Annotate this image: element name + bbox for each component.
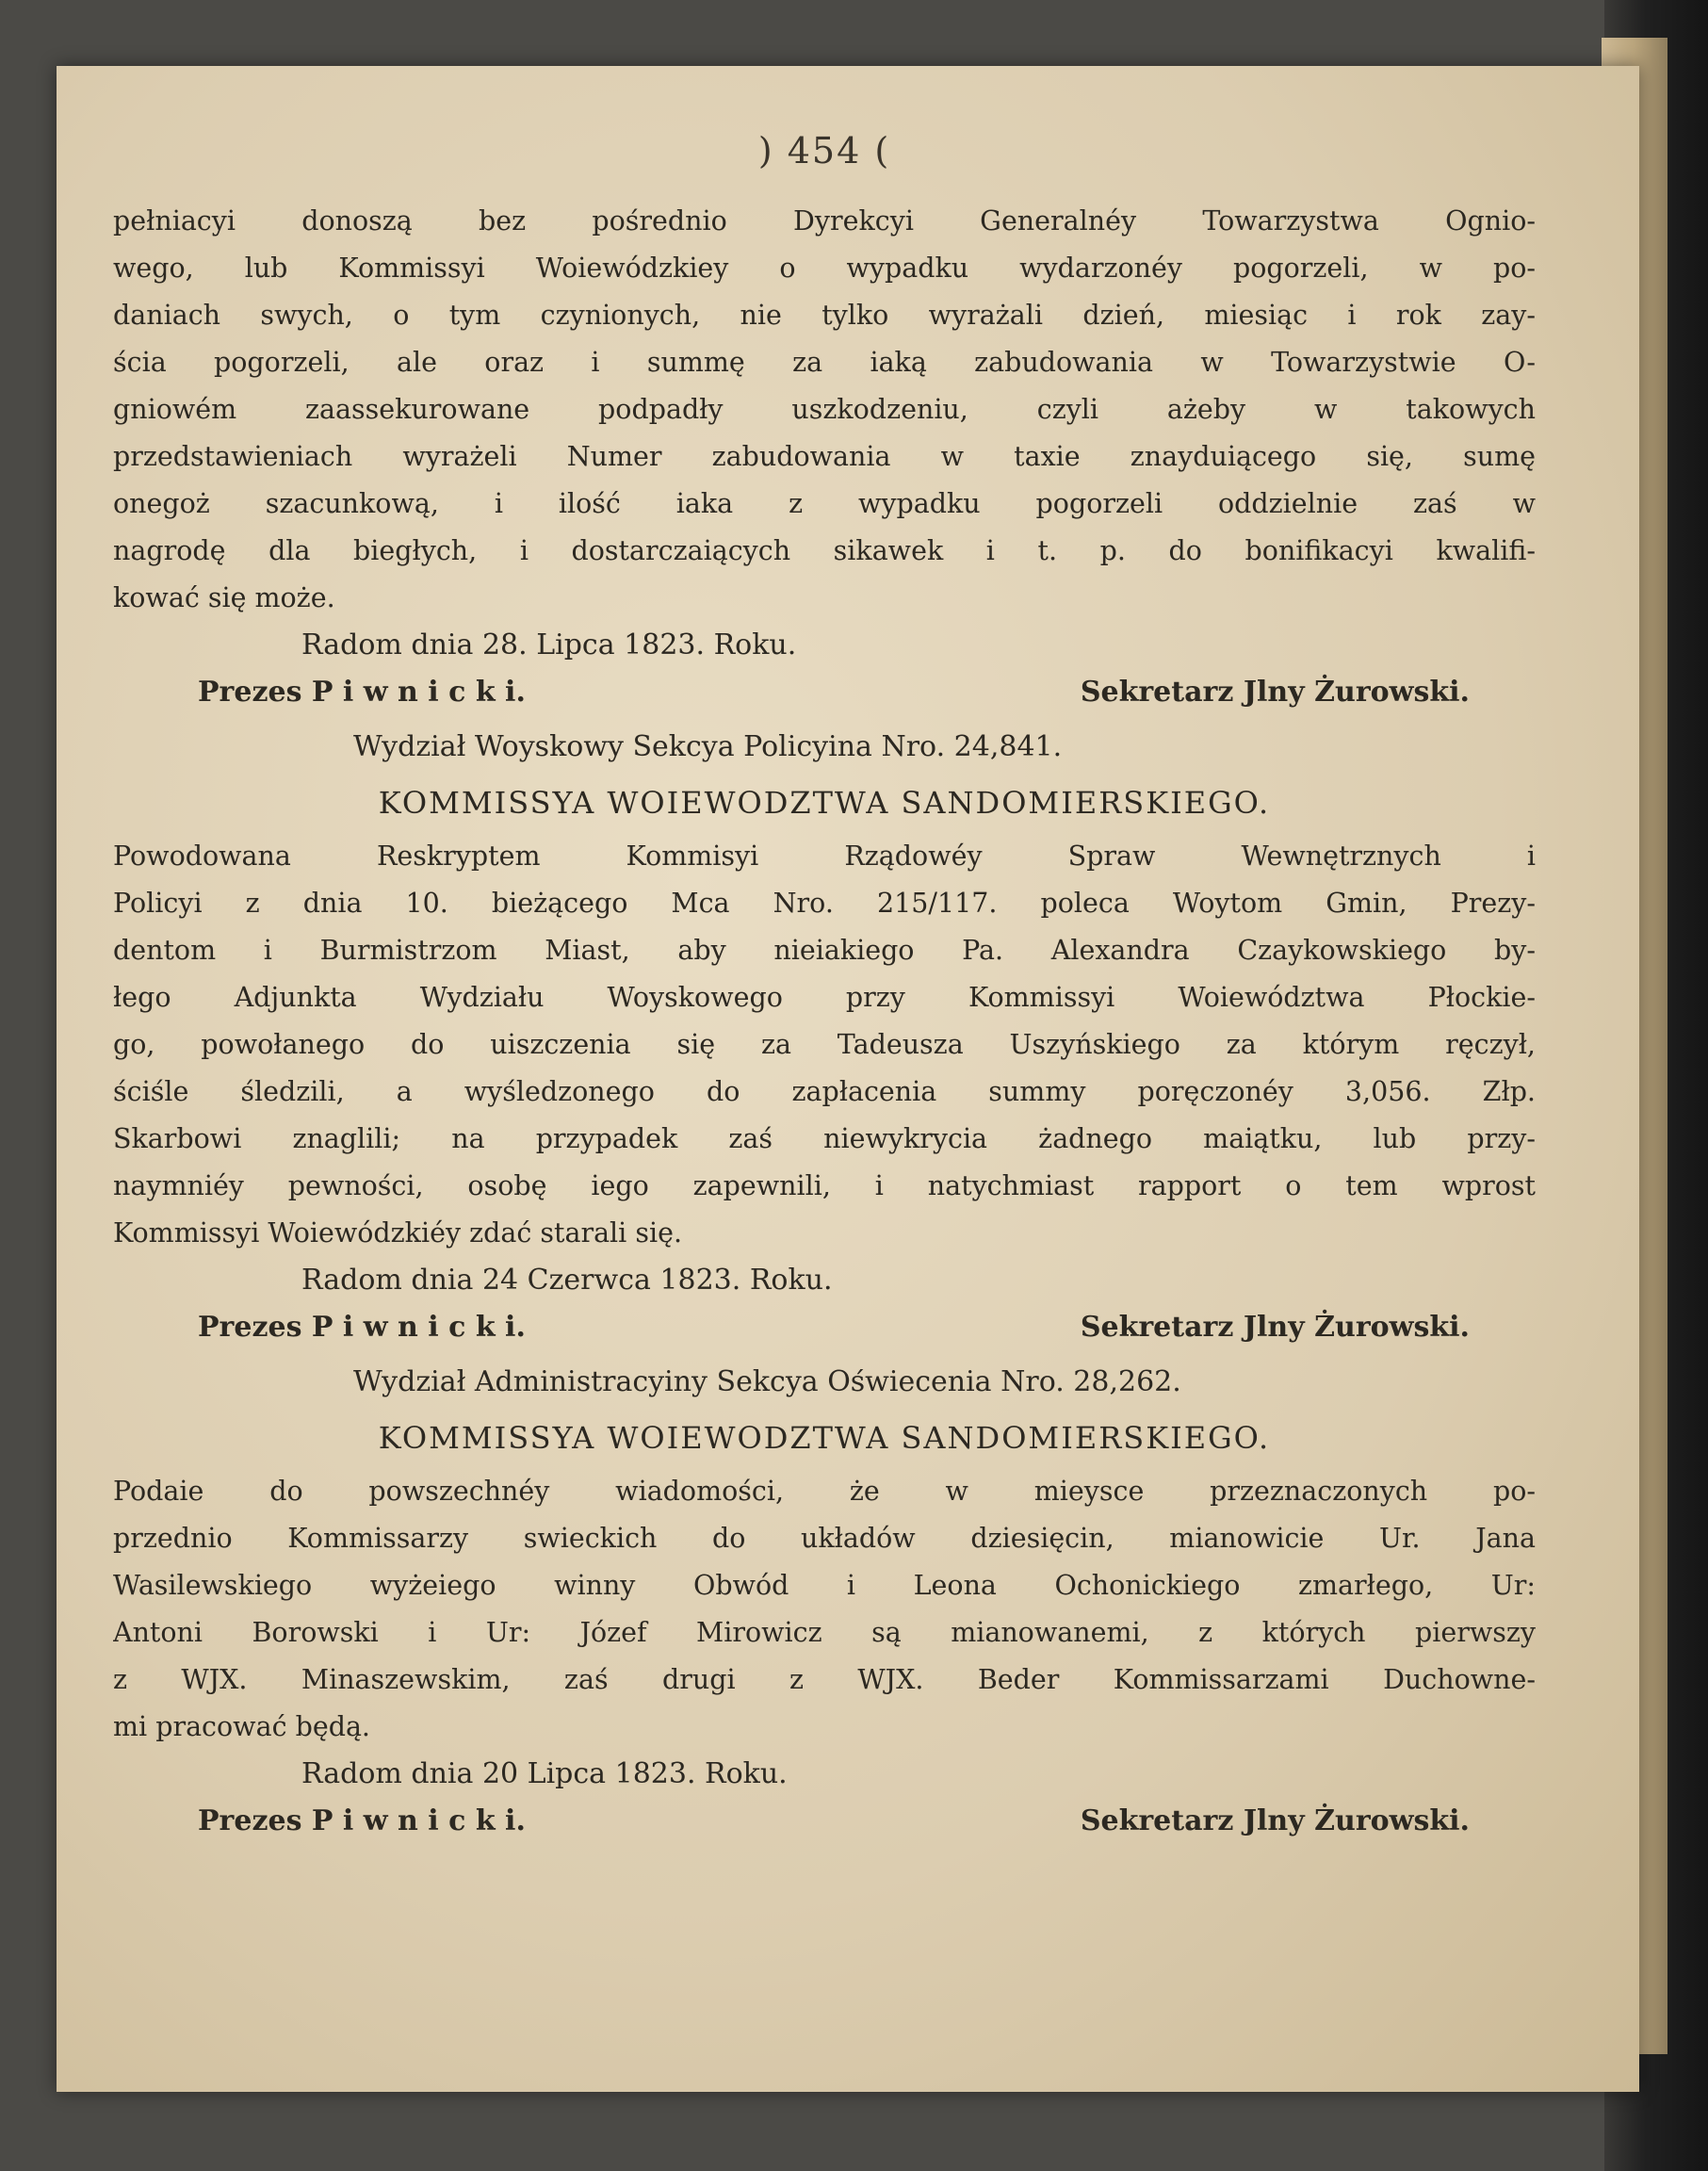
section-1-text — [113, 198, 1536, 622]
text-line: z WJX. Minaszewskim, zaś drugi z WJX. Beder Kommissarzami Duchowne- — [113, 1664, 1536, 1695]
prezes-signature: Prezes P i w n i c k i. — [198, 676, 526, 709]
department-line: Wydział Woyskowy Sekcya Policyina Nro. 24,841. — [353, 730, 1063, 763]
signature-row — [113, 1798, 1536, 1853]
text-line: onegoż szacunkową, i ilość iaka z wypadku pogorzeli oddzielnie zaś w — [113, 488, 1536, 519]
section-3-text — [113, 1468, 1536, 1751]
commission-heading: KOMMISSYA WOIEWODZTWA SANDOMIERSKIEGO. — [378, 1420, 1271, 1456]
signature-row — [113, 1304, 1536, 1359]
sekretarz-signature: Sekretarz Jlny Żurowski. — [1080, 1311, 1470, 1344]
sekretarz-signature: Sekretarz Jlny Żurowski. — [1080, 1804, 1470, 1837]
text-line: ścia pogorzeli, ale oraz i summę za iaką zabudowania w Towarzystwie O- — [113, 347, 1536, 378]
text-line: Podaie do powszechnéy wiadomości, że w mieysce przeznaczonych po- — [113, 1476, 1536, 1507]
text-line: przednio Kommissarzy swieckich do układów dziesięcin, mianowicie Ur. Jana — [113, 1523, 1536, 1554]
prezes-signature: Prezes P i w n i c k i. — [198, 1804, 526, 1837]
text-line: Skarbowi znaglili; na przypadek zaś niewykrycia żadnego maiątku, lub przy- — [113, 1123, 1536, 1154]
department-line: Wydział Administracyiny Sekcya Oświecenia Nro. 28,262. — [353, 1365, 1181, 1398]
text-line: Policyi z dnia 10. bieżącego Mca Nro. 215/117. poleca Woytom Gmin, Prezy- — [113, 888, 1536, 919]
date-line: Radom dnia 28. Lipca 1823. Roku. — [301, 628, 797, 661]
text-line: łego Adjunkta Wydziału Woyskowego przy Kommissyi Woiewództwa Płockie- — [113, 982, 1536, 1013]
sekretarz-signature: Sekretarz Jlny Żurowski. — [1080, 676, 1470, 709]
text-line: Wasilewskiego wyżeiego winny Obwód i Leona Ochonickiego zmarłego, Ur: — [113, 1570, 1536, 1601]
commission-heading: KOMMISSYA WOIEWODZTWA SANDOMIERSKIEGO. — [378, 785, 1271, 821]
text-line: Antoni Borowski i Ur: Józef Mirowicz są mianowanemi, z których pierwszy — [113, 1617, 1536, 1648]
text-line: kować się może. — [113, 582, 335, 613]
text-line: ściśle śledzili, a wyśledzonego do zapłacenia summy poręczonéy 3,056. Złp. — [113, 1076, 1536, 1107]
text-line: mi pracować będą. — [113, 1711, 370, 1742]
text-line: pełniacyi donoszą bez pośrednio Dyrekcyi Generalnéy Towarzystwa Ognio- — [113, 205, 1536, 237]
section-2-text — [113, 833, 1536, 1257]
page-content — [113, 130, 1536, 1853]
text-line: go, powołanego do uiszczenia się za Tadeusza Uszyńskiego za którym ręczył, — [113, 1029, 1536, 1060]
text-line: dentom i Burmistrzom Miast, aby nieiakiego Pa. Alexandra Czaykowskiego by- — [113, 935, 1536, 966]
date-line: Radom dnia 24 Czerwca 1823. Roku. — [301, 1264, 833, 1297]
text-line: gniowém zaassekurowane podpadły uszkodzeniu, czyli ażeby w takowych — [113, 394, 1536, 425]
text-line: daniach swych, o tym czynionych, nie tylko wyrażali dzień, miesiąc i rok zay- — [113, 300, 1536, 331]
text-line: nagrodę dla biegłych, i dostarczaiących sikawek i t. p. do bonifikacyi kwalifi- — [113, 535, 1536, 566]
text-line: naymniéy pewności, osobę iego zapewnili, i natychmiast rapport o tem wprost — [113, 1170, 1536, 1201]
text-line: wego, lub Kommissyi Woiewódzkiey o wypadku wydarzonéy pogorzeli, w po- — [113, 253, 1536, 284]
signature-row — [113, 669, 1536, 724]
text-line: Kommissyi Woiewódzkiéy zdać starali się. — [113, 1217, 683, 1249]
prezes-signature: Prezes P i w n i c k i. — [198, 1311, 526, 1344]
text-line: przedstawieniach wyrażeli Numer zabudowania w taxie znayduiącego się, sumę — [113, 441, 1536, 472]
date-line: Radom dnia 20 Lipca 1823. Roku. — [301, 1757, 788, 1790]
page-number: ) 454 ( — [757, 130, 891, 171]
text-line: Powodowana Reskryptem Kommisyi Rządowéy Spraw Wewnętrznych i — [113, 841, 1536, 872]
